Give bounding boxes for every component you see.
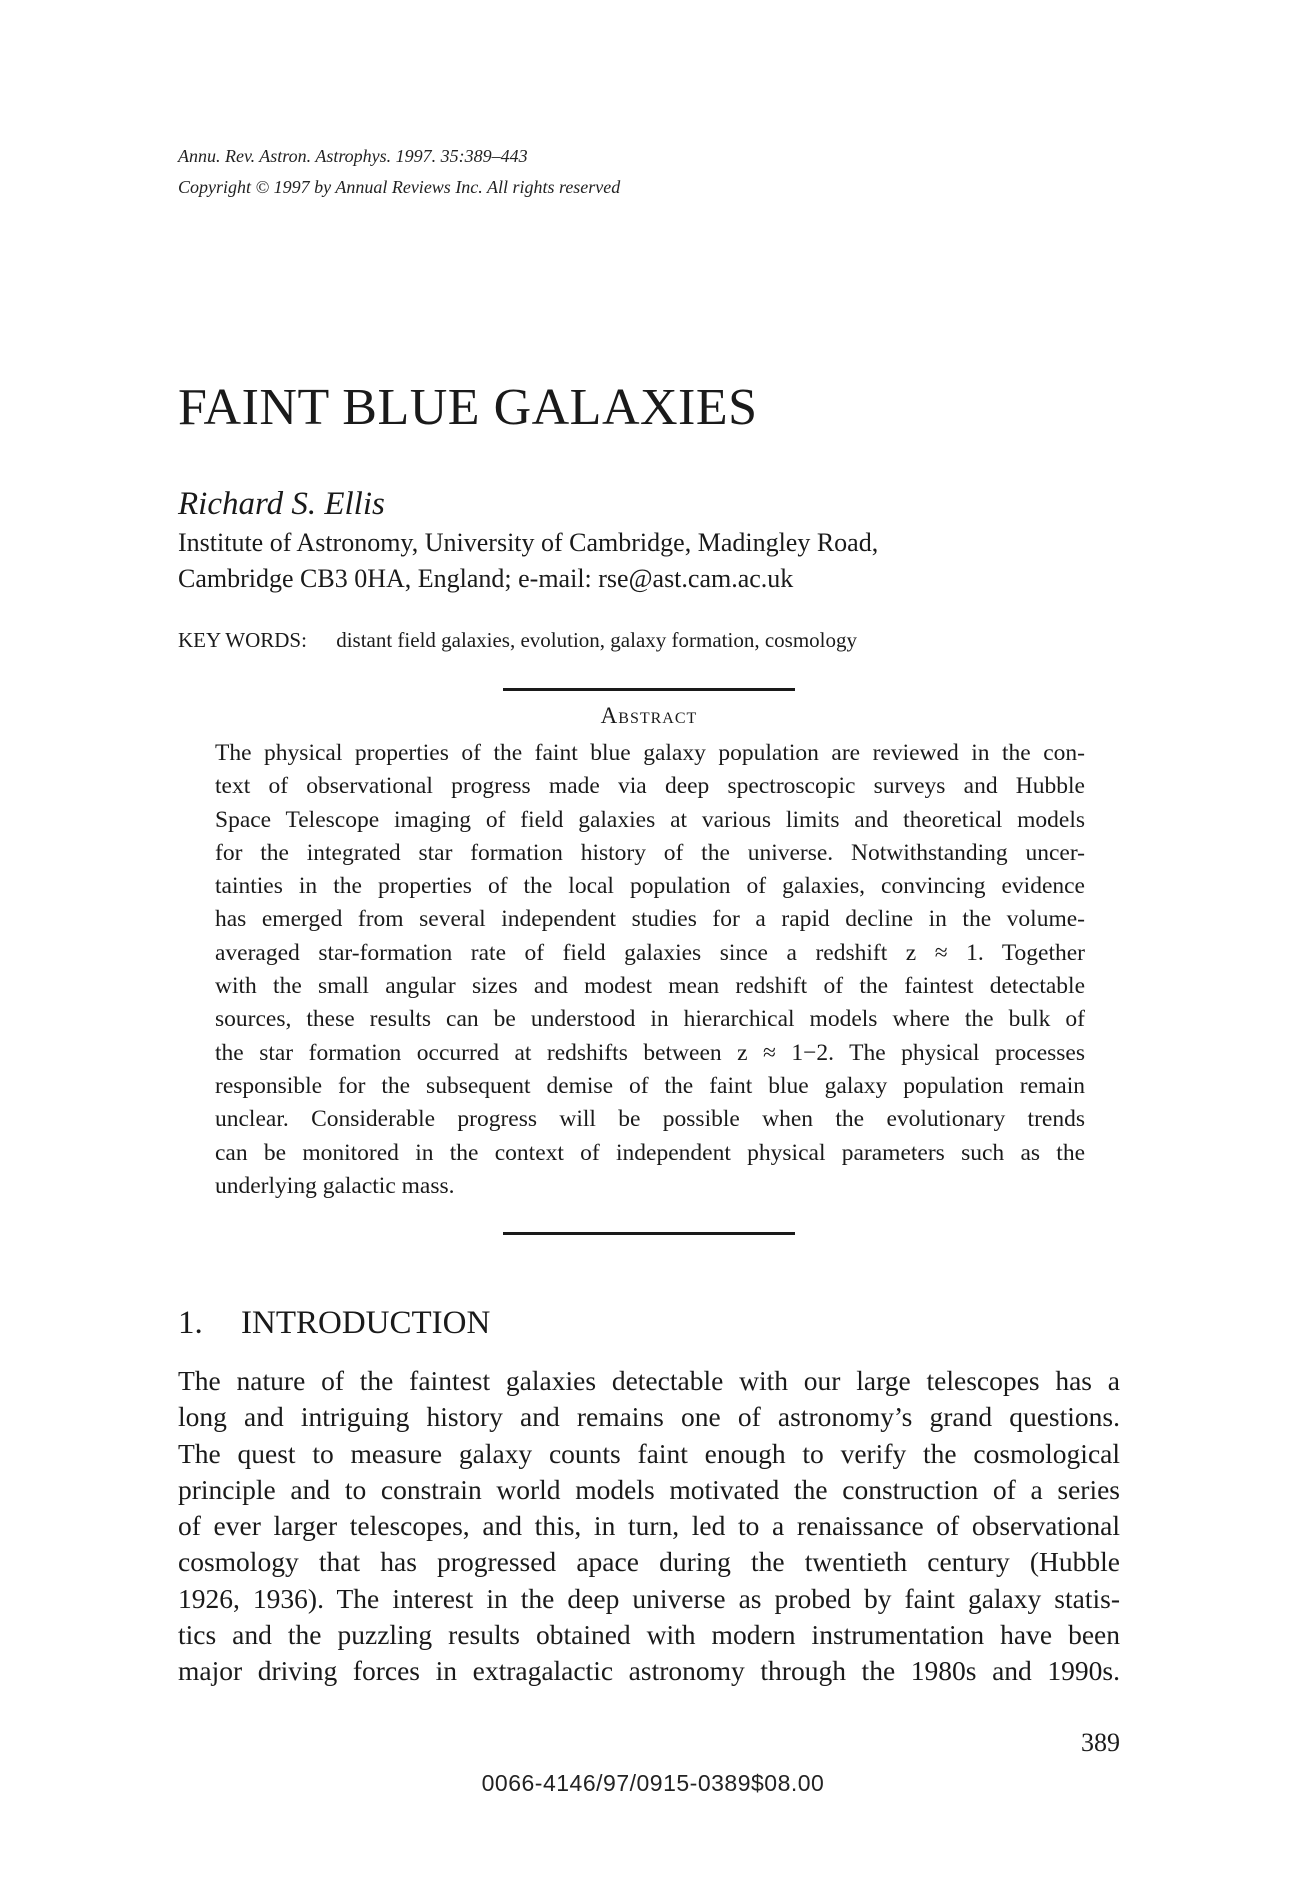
intro-line: The quest to measure galaxy counts faint enough to verify the cosmological [178,1437,1120,1469]
intro-line: long and intriguing history and remains one of astronomy’s grand questions. [178,1401,1120,1433]
abstract-line: with the small angular sizes and modest mean redshift of the faintest detectable [215,973,1085,1000]
keywords-label: KEY WORDS: [178,628,307,652]
abstract-line: text of observational progress made via deep spectroscopic surveys and Hubble [215,773,1085,800]
journal-citation: Annu. Rev. Astron. Astrophys. 1997. 35:389–443 [178,146,528,166]
abstract-body [215,737,1085,1203]
intro-paragraph [178,1363,1120,1690]
journal-header [178,141,620,203]
abstract-line: can be monitored in the context of independent physical parameters such as the [215,1139,1085,1166]
affiliation-line-2: Cambridge CB3 0HA, England; e-mail: rse@ast.cam.ac.uk [178,564,794,593]
abstract-line: tainties in the properties of the local population of galaxies, convincing evidence [215,873,1085,900]
abstract-line: underlying galactic mass. [215,1172,455,1199]
abstract-line: responsible for the subsequent demise of the faint blue galaxy population remain [215,1072,1085,1099]
intro-line: cosmology that has progressed apace during the twentieth century (Hubble [178,1546,1120,1578]
keywords [178,628,857,653]
article-code: 0066-4146/97/0915-0389$08.00 [481,1770,825,1796]
abstract-line: Space Telescope imaging of field galaxies at various limits and theoretical models [215,806,1085,833]
abstract-line: sources, these results can be understood in hierarchical models where the bulk of [215,1006,1085,1033]
keywords-text: distant field galaxies, evolution, galaxy formation, cosmology [336,628,857,652]
intro-line: major driving forces in extragalactic astronomy through the 1980s and 1990s. [178,1655,1120,1687]
copyright-line: Copyright © 1997 by Annual Reviews Inc. All rights reserved [178,177,621,197]
abstract-line: the star formation occurred at redshifts between z ≈ 1−2. The physical processes [215,1039,1085,1066]
abstract-line: unclear. Considerable progress will be possible when the evolutionary trends [215,1106,1085,1133]
paper-title: FAINT BLUE GALAXIES [178,379,758,436]
section-heading [178,1305,490,1342]
intro-line: The nature of the faintest galaxies detectable with our large telescopes has a [178,1365,1120,1396]
intro-line: 1926, 1936). The interest in the deep universe as probed by faint galaxy statis- [178,1582,1120,1614]
section-number: 1. [178,1305,203,1341]
abstract-line: for the integrated star formation history of the universe. Notwithstanding uncer- [215,839,1085,866]
abstract-line: has emerged from several independent studies for a rapid decline in the volume- [215,906,1085,933]
abstract-top-rule [503,688,795,691]
abstract-line: The physical properties of the faint blue galaxy population are reviewed in the con- [215,740,1085,766]
abstract-heading: Abstract [600,703,698,728]
affiliation-line-1: Institute of Astronomy, University of Cambridge, Madingley Road, [178,528,879,557]
intro-line: of ever larger telescopes, and this, in turn, led to a renaissance of observational [178,1510,1120,1542]
intro-line: tics and the puzzling results obtained with modern instrumentation have been [178,1619,1120,1651]
author-name: Richard S. Ellis [178,486,385,522]
intro-line: principle and to constrain world models motivated the construction of a series [178,1473,1120,1505]
author-affiliation [178,525,878,597]
abstract-line: averaged star-formation rate of field galaxies since a redshift z ≈ 1. Together [215,939,1085,966]
page-number: 389 [1081,1728,1120,1757]
abstract-bottom-rule [503,1232,795,1235]
section-title: INTRODUCTION [241,1305,491,1341]
